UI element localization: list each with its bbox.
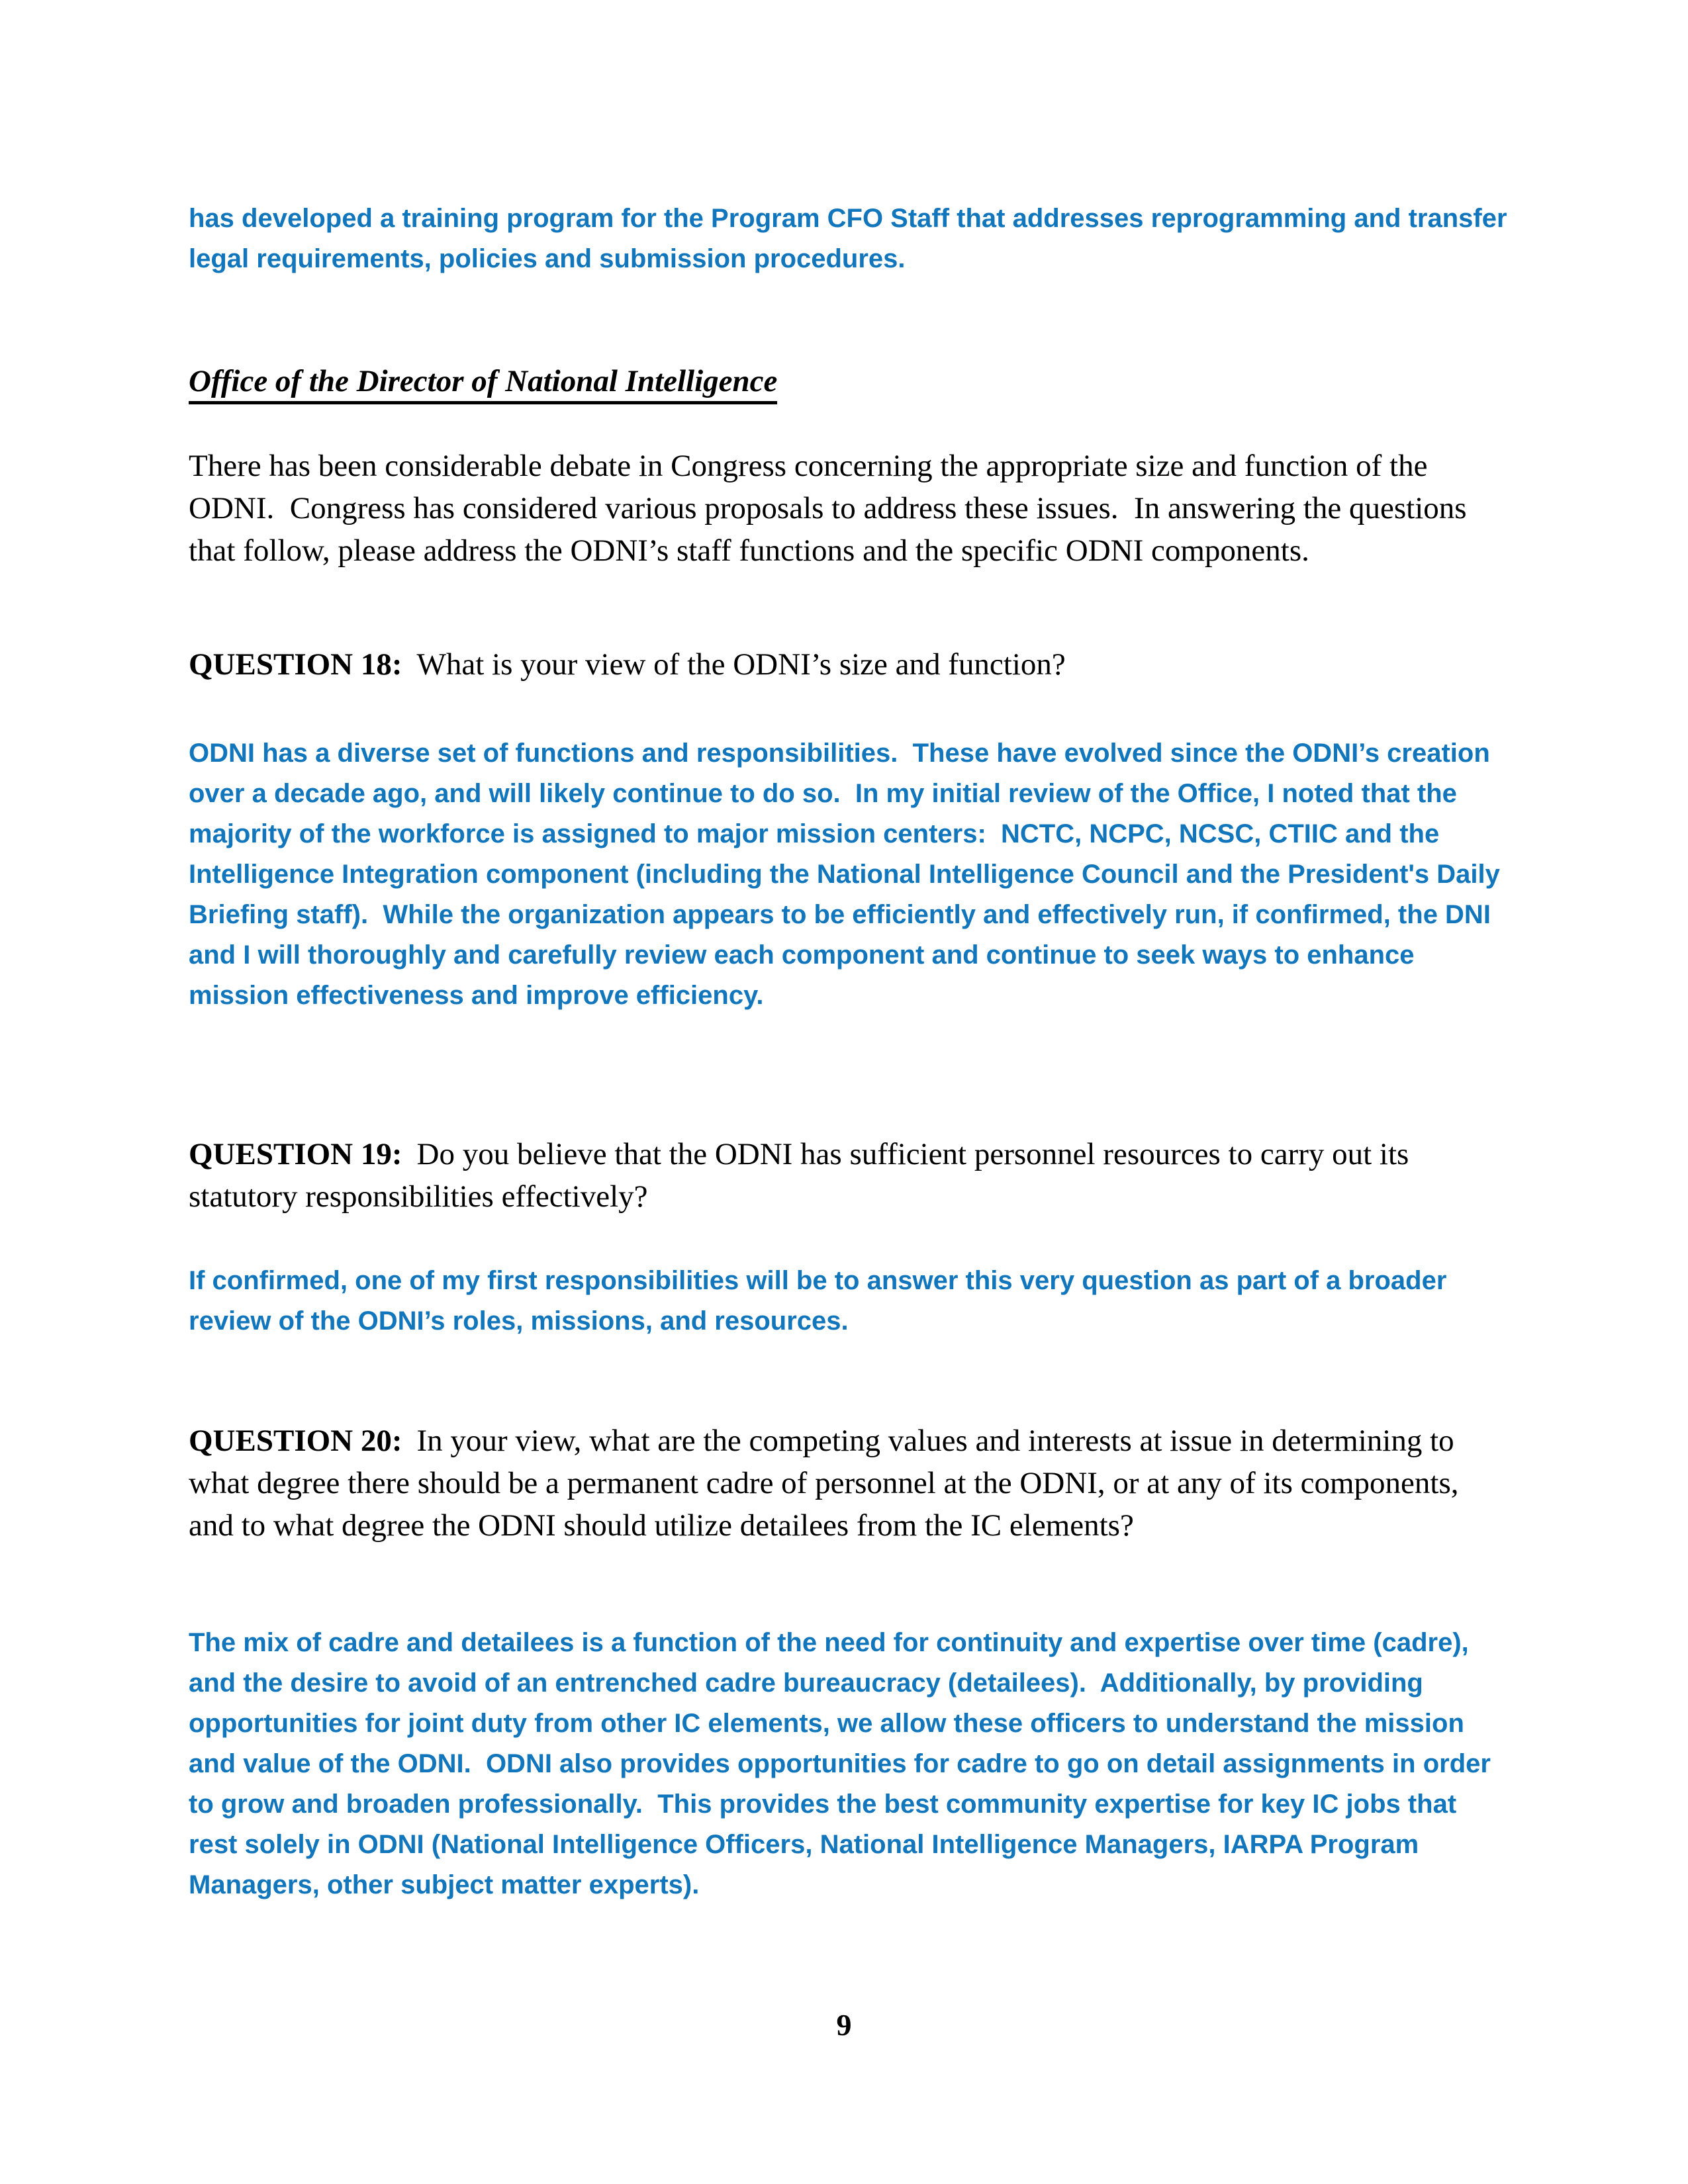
section-heading (189, 363, 1509, 400)
question-18-answer: ODNI has a diverse set of functions and responsibilities. These have evolved since the ODNI’s creation over a decade ago, and will likely continue to do so. In my initial review of the Office, I noted that the majority of the workforce is assigned to major mission centers: NCTC, NCPC, NCSC, CTIIC and the Intelligence Integration component (including the National Intelligence Council and the President's Daily Briefing staff). While the organization appears to be efficiently and effectively run, if confirmed, the DNI and I will thoroughly and carefully review each component and continue to seek ways to enhance mission effectiveness and improve efficiency. (189, 739, 1507, 1010)
question-19 (189, 1133, 1509, 1218)
question-20 (189, 1420, 1509, 1547)
question-19-text: Do you believe that the ODNI has sufficient personnel resources to carry out its statutory responsibilities effectively? (189, 1137, 1417, 1214)
section-intro-paragraph: There has been considerable debate in Congress concerning the appropriate size and function of the ODNI. Congress has considered various proposals to address these issues. In answering the questions that follow, please address the ODNI’s staff functions and the specific ODNI components. (189, 449, 1475, 568)
question-20-label: QUESTION 20: (189, 1424, 402, 1458)
question-18-text: What is your view of the ODNI’s size and function? (416, 647, 1066, 682)
question-18 (189, 643, 1509, 686)
question-19-label: QUESTION 19: (189, 1137, 402, 1171)
carryover-answer-paragraph: has developed a training program for the Program CFO Staff that addresses reprogramming and transfer legal requirements, policies and submission procedures. (189, 204, 1515, 273)
section-heading-text: Office of the Director of National Intelligence (189, 364, 777, 404)
question-18-label: QUESTION 18: (189, 647, 402, 682)
page-number: 9 (836, 2008, 852, 2042)
question-20-answer: The mix of cadre and detailees is a function of the need for continuity and expertise over time (cadre), and the desire to avoid of an entrenched cadre bureaucracy (detailees). Additionally, by providing opportunities for joint duty from other IC elements, we allow these officers to understand the mission and value of the ODNI. ODNI also provides opportunities for cadre to go on detail assignments in order to grow and broaden professionally. This provides the best community expertise for key IC jobs that rest solely in ODNI (National Intelligence Officers, National Intelligence Managers, IARPA Program Managers, other subject matter experts). (189, 1628, 1499, 1899)
question-19-answer: If confirmed, one of my first responsibilities will be to answer this very question as part of a broader review of the ODNI’s roles, missions, and resources. (189, 1266, 1454, 1336)
question-20-text: In your view, what are the competing values and interests at issue in determining to what degree there should be a permanent cadre of personnel at the ODNI, or at any of its components, and to what degree the ODNI should utilize detailees from the IC elements? (189, 1424, 1467, 1543)
